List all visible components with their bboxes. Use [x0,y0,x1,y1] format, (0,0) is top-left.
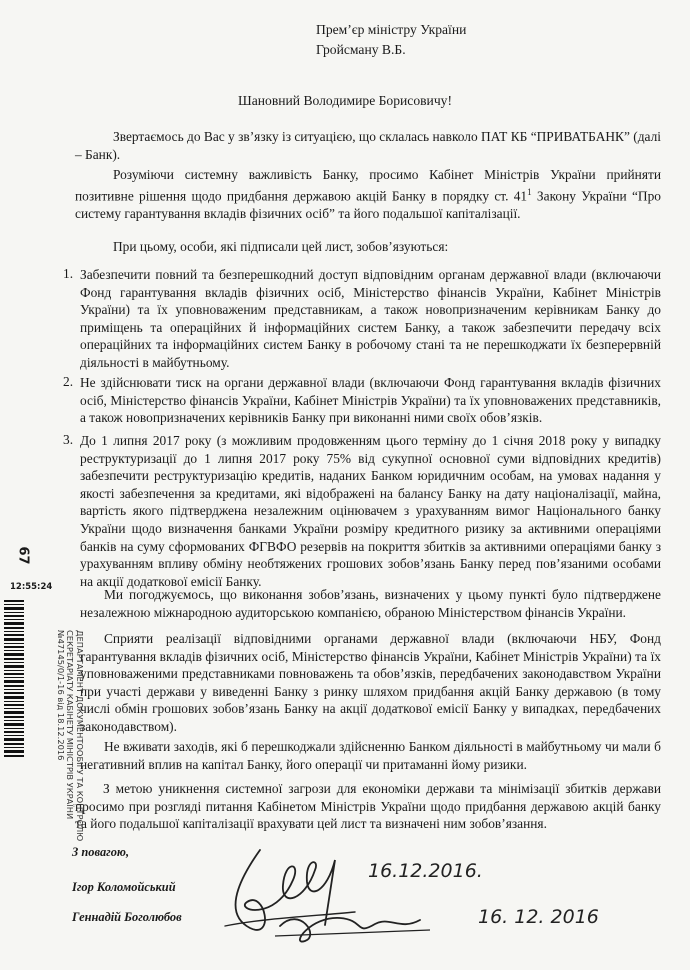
recipient-line-2: Гройсману В.Б. [316,42,406,57]
stamp-text [48,630,85,842]
signature-date-1: 16.12.2016. [368,860,483,882]
signature-scribble-2 [270,896,440,956]
salutation: Шановний Володимире Борисовичу! [238,93,452,108]
request-paragraph [75,166,661,222]
request-text-after: Закону України “Про систему гарантування вкладів фізичних осіб” та його подальшої капіталізації. [75,188,661,221]
signatory-1-name: Ігор Коломойський [72,880,176,894]
closing-request-paragraph: З метою уникнення системної загрози для економіки держави та мінімізації збитків держави просимо при розгляді питання Кабінетом Міністрів України щодо придбання державою акцій банку та його подальшої капіталізації врахувати цей лист та визначені ним зобов’язання. [75,781,661,832]
signature-date-2: 16. 12. 2016 [478,906,599,928]
item-2-text: Не здійснювати тиск на органи державної влади (включаючи Фонд гарантування вкладів фізичних осіб, Міністерство фінансів України, Кабінет Міністрів України) та їх уповноважених представників, а також новопризначених керівників Банку при виконанні ними своїх обов’язків. [80,375,661,426]
stamp-line-1: ДЕПАРТАМЕНТ ДОКУМЕНТООБІГУ ТА КОНТРОЛЮ [75,630,85,842]
stamp-time: 12:55:24 [10,582,53,592]
no-actions-paragraph: Не вживати заходів, які б перешкоджали здійсненню Банком діяльності в майбутньому чи мали б негативний вплив на капітал Банку, його операції чи притаманні йому ризики. [80,739,661,772]
item-3-number: 3. [63,432,74,447]
recipient-line-1: Прем’єр міністру України [316,22,467,37]
recipient-block [316,20,466,60]
page-number: 67 [15,546,31,565]
intro-paragraph: Звертаємось до Вас у зв’язку із ситуацією, що склалась навколо ПАТ КБ “ПРИВАТБАНК” (далі – Банк). [75,129,661,162]
audit-paragraph: Ми погоджуємось, що виконання зобов’язань, визначених у цьому пункті було підтверджене незалежною міжнародною аудиторською компанією, обраною Міністерством фінансів України. [80,587,661,620]
signatory-2-name: Геннадій Боголюбов [72,910,182,924]
stamp-line-3: №47145/0/1-16 від 18.12.2016 [55,630,66,761]
request-text-before: Розуміючи системну важливість Банку, просимо Кабінет Міністрів України прийняти позитивне рішення щодо придбання державою акцій Банку в порядку ст. 41 [75,167,661,204]
item-1-text: Забезпечити повний та безперешкодний доступ відповідним органам державної влади (включаючи Фонд гарантування вкладів фізичних осіб, Міністерство фінансів України, Кабінет Міністрів України) та їх уповноваженим представникам, а також новопризначеним керівникам Банку до приміщень та операційних й інформаційних систем Банку, а також забезпечити передачу всіх операційних та інформаційних систем Банку в робочому стані та не перешкоджати їх безперервній діяльності в майбутньому. [80,267,661,370]
regards-label: З повагою, [72,845,130,859]
item-1-number: 1. [63,266,74,281]
request-superscript: 1 [527,186,532,197]
item-3-text: До 1 липня 2017 року (з можливим продовженням цього терміну до 1 січня 2018 року у випадку реструктуризації до 1 липня 2017 року 75% від сукупної основної суми відповідних кредитів) забезпечити реструктуризацію кредитів, наданих Банком юридичним особам, на умовах надання у якості забезпечення за кредитами, які відображені на балансу Банку на дату націоналізації, майна, вартість якого підтверджена незалежним оцінювачем з урахуванням вимог Національного банку України щодо визначення банками України розміру кредитного ризику за активними операціями банків на суму сформованих ФГВФО резервів на покриття збитків за активними операціями банку з урахуванням впливу обміну необтяжених грошових зобов’язань Банку перед пов’язаними особами на акції додаткової емісії Банку. [80,433,661,589]
promote-paragraph: Сприяти реалізації відповідними органами державної влади (включаючи НБУ, Фонд гарантування вкладів фізичних осіб, Міністерство фінансів України, Кабінет Міністрів України) та їх уповноваженими представниками повноважень та обов’язків, передбачених законодавством України при участі держави у виведенні Банку з ринку шляхом придбання акцій Банку державою (в тому числі обмін грошових зобов’язань Банку на акції додаткової емісії Банку у випадках, передбачених законодавством). [80,631,661,734]
stamp-line-2: СЕКРЕТАРІАТУ КАБІНЕТУ МІНІСТРІВ УКРАЇНИ [65,630,76,820]
obligations-intro: При цьому, особи, які підписали цей лист, зобов’язуються: [113,239,449,254]
item-2-number: 2. [63,374,74,389]
registration-stamp [2,630,85,842]
